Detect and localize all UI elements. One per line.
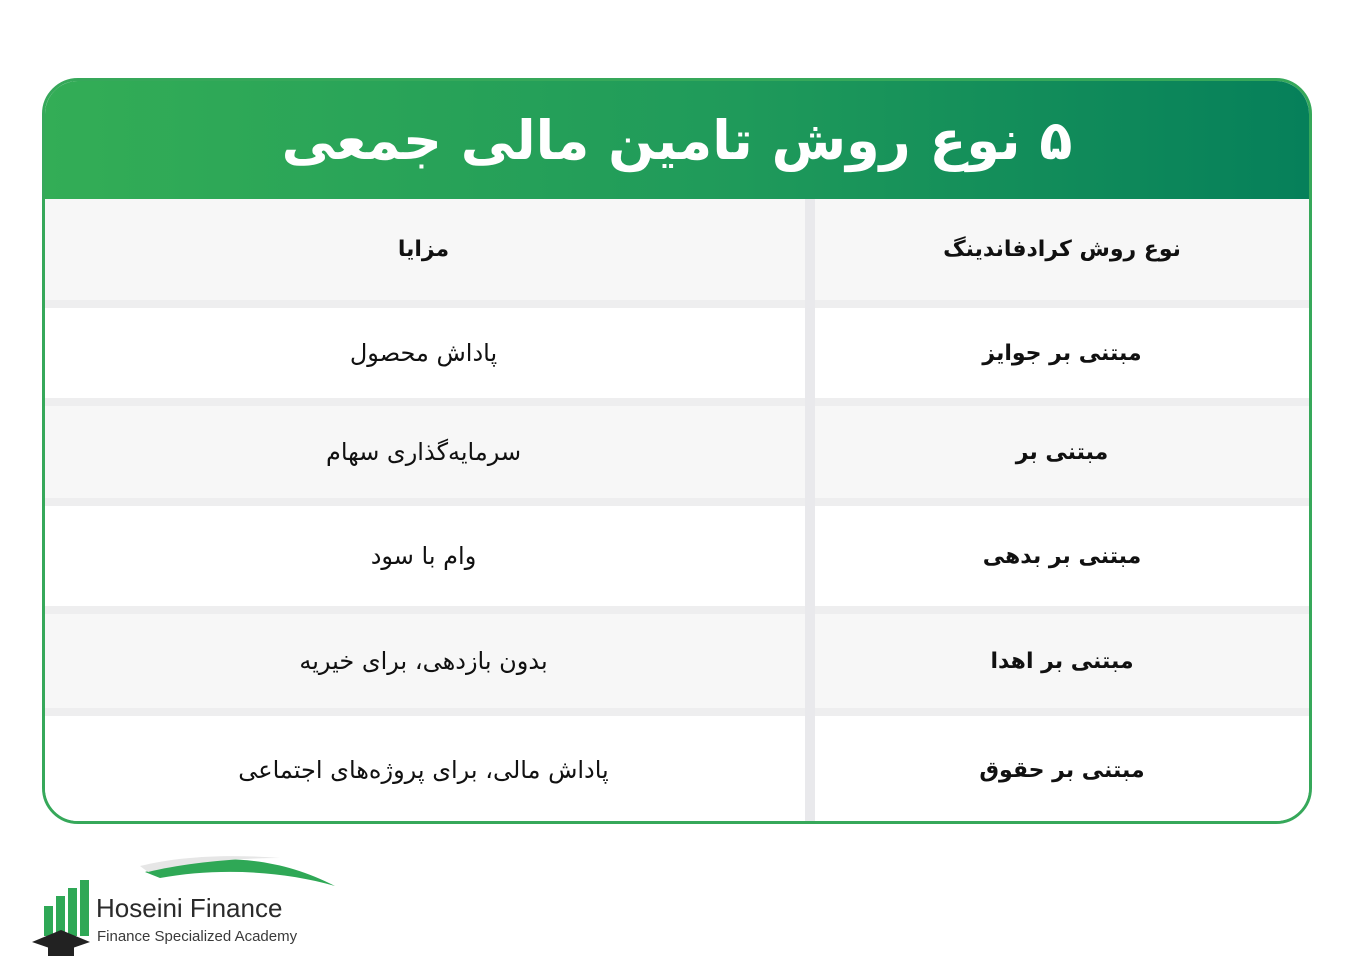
table-header-row [45, 199, 1309, 300]
cell-type: مبتنی بر حقوق [979, 757, 1145, 783]
page-title [282, 109, 1073, 172]
cell-advantage: بدون بازدهی، برای خیریه [299, 647, 548, 675]
row-separator [45, 300, 1309, 308]
table-row [45, 406, 1309, 498]
crowdfunding-table-card [42, 78, 1312, 824]
brand-name: Hoseini Finance [96, 893, 283, 923]
cell-advantage: پاداش مالی، برای پروژه‌های اجتماعی [238, 756, 609, 784]
table-row [45, 716, 1309, 824]
cell-type: مبتنی بر بدهی [982, 543, 1142, 569]
table-row [45, 308, 1309, 398]
column-divider [805, 199, 815, 824]
row-separator [45, 398, 1309, 406]
bar-icon-2 [56, 896, 65, 936]
cell-type: مبتنی بر [1015, 439, 1109, 465]
column-header-type: نوع روش کرادفاندینگ [943, 237, 1181, 262]
row-separator [45, 708, 1309, 716]
bar-icon-1 [44, 906, 53, 936]
comparison-table [45, 199, 1309, 824]
table-row [45, 614, 1309, 708]
cell-type: مبتنی بر جوایز [982, 340, 1142, 366]
bar-icon-3 [68, 888, 77, 936]
column-header-advantages: مزایا [397, 237, 450, 262]
brand-tagline: Finance Specialized Academy [97, 928, 298, 945]
row-separator [45, 498, 1309, 506]
cell-advantage: سرمایه‌گذاری سهام [325, 438, 522, 466]
table-row [45, 506, 1309, 606]
title-prefix: ۵ نوع روش [771, 108, 1073, 172]
bar-icon-4 [80, 880, 89, 936]
cell-advantage: پاداش محصول [349, 339, 498, 367]
cell-advantage: وام با سود [370, 542, 477, 570]
row-separator [45, 606, 1309, 614]
title-highlight: تامین مالی جمعی [281, 108, 753, 172]
card-header [45, 81, 1309, 199]
cell-type: مبتنی بر اهدا [990, 648, 1134, 674]
